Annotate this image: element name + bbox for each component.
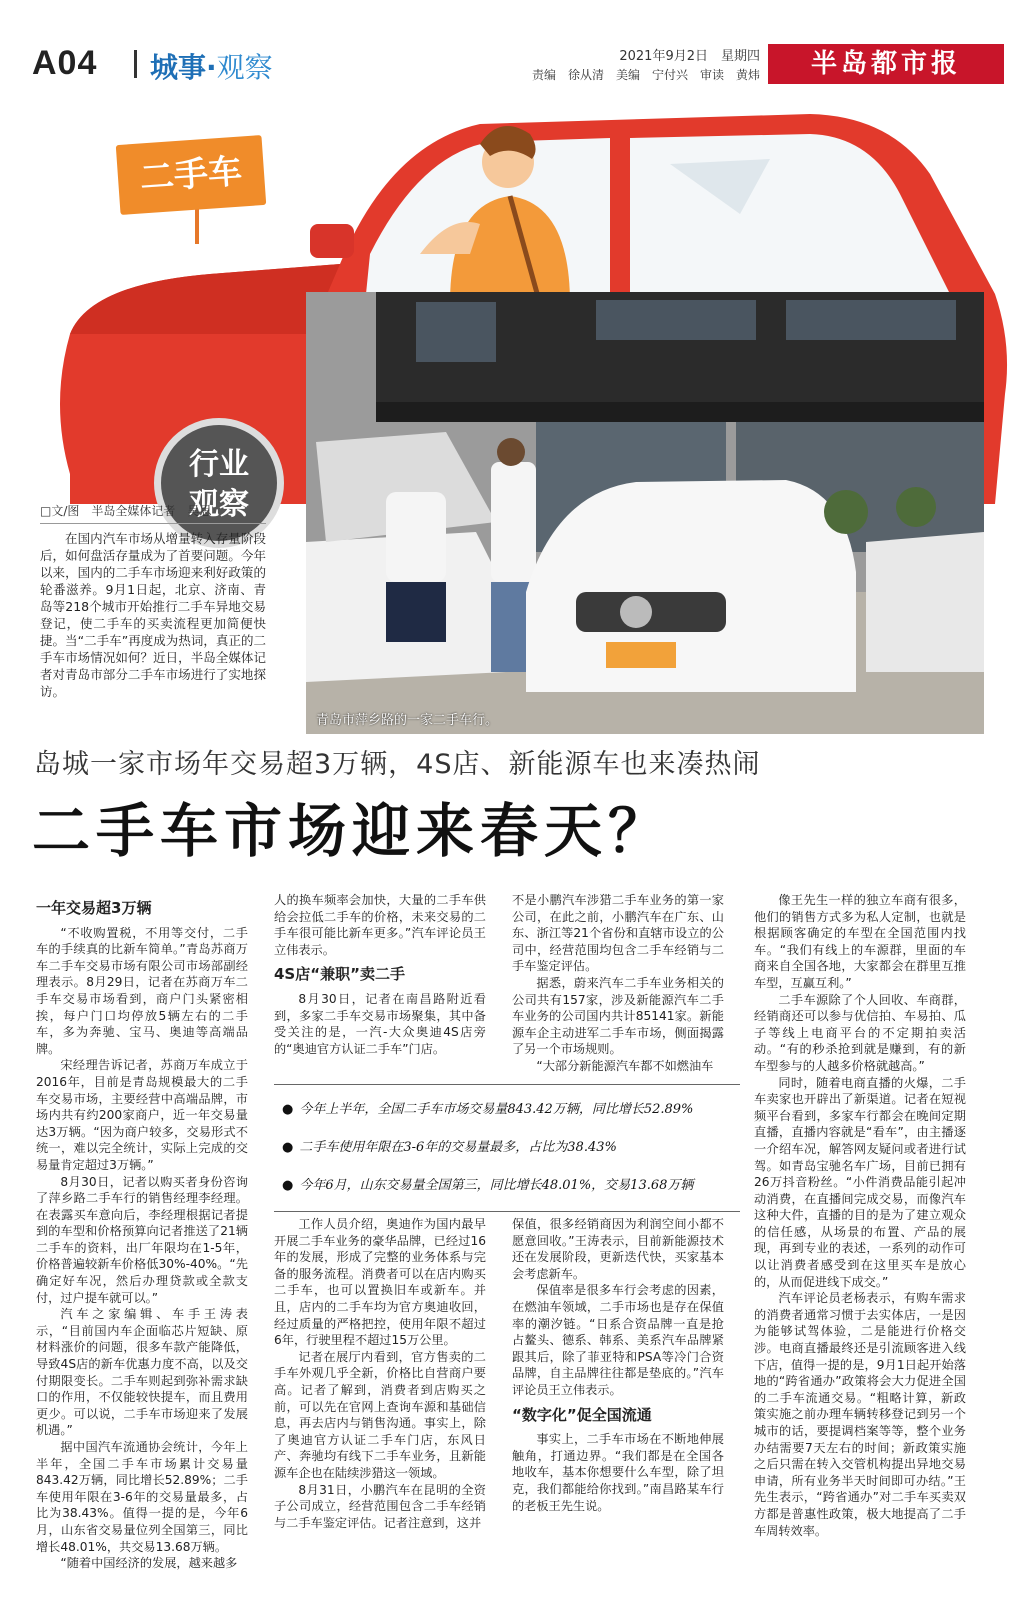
- subheading-1: 一年交易超3万辆: [36, 899, 152, 917]
- photo-caption: 青岛市萍乡路的一家二手车行。: [316, 713, 499, 728]
- paragraph: 8月30日，记者以购买者身份咨询了萍乡路二手车行的销售经理李经理。在表露买车意向后，李经理根据记者提到的车型和价格预算向记者推送了21辆二手车的资料，出厂年限均在1-5年，价格普遍较新车价格低30%-40%。“先确定好车况，然后办理贷款或全款支付，过户提车就可以。”: [36, 1174, 248, 1305]
- badge-line2: 观察: [189, 487, 249, 522]
- paragraph: 二手车源除了个人回收、车商群，经销商还可以参与优信拍、车易拍、瓜子等线上电商平台的不定期拍卖活动。“有的秒杀抢到就是赚到，有的新车型参与的人越多价格就越高。”: [754, 992, 966, 1073]
- paragraph: 人的换车频率会加快，大量的二手车供给会拉低二手车的价格，未来交易的二手车很可能比新车更多。”汽车评论员王立伟表示。: [274, 893, 486, 957]
- masthead: [32, 36, 1004, 92]
- page-number: A04: [32, 44, 98, 82]
- main-headline: 二手车市场迎来春天？: [32, 797, 673, 865]
- paragraph: 据中国汽车流通协会统计，今年上半年，全国二手车市场累计交易量843.42万辆，同比增长52.89%；二手车使用年限在3-6年的交易量最多，占比为38.43%。值得一提的是，今年6月，山东省交易量位列全国第三，同比增长48.01%，共交易13.68万辆。: [36, 1440, 248, 1554]
- stat-item: ● 今年6月，山东交易量全国第三，同比增长48.01%，交易13.68万辆: [282, 1167, 740, 1205]
- badge-line1: 行业: [189, 447, 249, 482]
- paragraph: “随着中国经济的发展，越来越多: [60, 1556, 238, 1571]
- paragraph: 据悉，蔚来汽车二手车业务相关的公司共有157家，涉及新能源汽车二手车业务的公司国内共计85141家。新能源车企主动进军二手车市场，侧面揭露了另一个市场规则。: [512, 975, 724, 1057]
- article-column-4: [754, 892, 966, 1592]
- used-car-tag: 二手车: [116, 135, 267, 215]
- paragraph: 宋经理告诉记者，苏商万车成立于2016年，目前是青岛规模最大的二手车交易市场，主要经营中高端品牌，市场内共有约200家商户，近一年交易量达3万辆。“因为商户较多，交易形式不统一，难以完全统计，实际上完成的交易量肯定超过3万辆。”: [36, 1058, 248, 1172]
- article-column-3-top: [512, 892, 724, 1078]
- paragraph: 保值率是很多车行会考虑的因素，在燃油车领域，二手市场也是存在保值率的潮汐链。“日系合资品牌一直是抢占鳌头、德系、韩系、美系汽车品牌紧跟其后，除了菲亚特和PSA等冷门合资品牌，自主品牌往往都是垫底的。”汽车评论员王立伟表示。: [512, 1283, 724, 1397]
- tag-stick: [195, 204, 199, 244]
- stat-item: ● 二手车使用年限在3-6年的交易量最多，占比为38.43%: [282, 1129, 740, 1167]
- paragraph: 不是小鹏汽车涉猎二手车业务的第一家公司，在此之前，小鹏汽车在广东、山东、浙江等21个省份和直辖市设立的公司中，经营范围均包含二手车经销与二手车鉴定评估。: [512, 893, 724, 974]
- paragraph: 记者在展厅内看到，官方售卖的二手车外观几乎全新，价格比自营商户要高。记者了解到，消费者到店购买之前，可以先在官网上查询车源和基础信息，再去店内与销售沟通。事实上，除了奥迪官方认证二手车门店，东风日产、奔驰均有线下二手车业务，且新能源车企也在陆续涉猎这一领域。: [274, 1349, 486, 1480]
- paragraph: 保值，很多经销商因为利润空间小都不愿意回收。”王涛表示，目前新能源技术还在发展阶段，更新迭代快，买家基本会考虑新车。: [512, 1217, 724, 1281]
- article-column-1: [36, 892, 248, 1592]
- divider: [134, 50, 137, 78]
- article-column-2-bottom: [274, 1216, 486, 1596]
- newspaper-logo: 半岛都市报: [768, 44, 1004, 84]
- paragraph: “不收购置税，不用等交付，二手车的手续真的比新车简单。”青岛苏商万车二手车交易市场有限公司市场部副经理表示。8月29日，记者在苏商万车二手车交易市场看到，商户门头紧密相挨，每户门口均停放5辆左右的二手车，多为奔驰、宝马、奥迪等高端品牌。: [36, 925, 248, 1056]
- subheading-2: 4S店“兼职”卖二手: [274, 965, 405, 984]
- subheading-3: “数字化”促全国流通: [512, 1405, 652, 1424]
- market-photo: [306, 292, 984, 734]
- paragraph: 8月30日，记者在南昌路附近看到，多家二手车交易市场聚集，其中备受关注的是，一汽-大众奥迪4S店旁的“奥迪官方认证二手车”门店。: [274, 991, 486, 1056]
- paragraph: 汽车之家编辑、车手王涛表示，“目前国内车企面临芯片短缺、原材料涨价的问题，很多车款产能降低，导致4S店的新车优惠力度不高，以及交付期限变长。二手车则起到弥补需求缺口的作用，不仅能较快提车，而且费用更少。可以说，二手车市场迎来了发展机遇。”: [36, 1307, 248, 1438]
- paragraph: 事实上，二手车市场在不断地伸展触角，打通边界。“我们都是在全国各地收车，基本你想要什么车型，除了坦克，我们都能给你找到。”南昌路某车行的老板王先生说。: [512, 1432, 724, 1513]
- paragraph: 汽车评论员老杨表示，有购车需求的消费者通常习惯于去实体店，一是因为能够试驾体验，二是能进行价格交涉。电商直播最终还是引流顾客进入线下店，值得一提的是，9月1日起开始落地的“跨省通办”政策将会大力促进全国的二手车流通交易。“粗略计算，新政策实施之前办理车辆转移登记到另一个城市的话，要提调档案等等，整个业务办结需要7天左右的时间；新政策实施之后只需在转入交管机构提出异地交易申请，所有业务半天时间即可办结。”王先生表示，“跨省通办”对二手车买卖双方都是普惠性政策，极大地提高了二手车周转效率。: [754, 1291, 966, 1538]
- article-column-2-top: [274, 892, 486, 1056]
- paragraph: 8月31日，小鹏汽车在昆明的全资子公司成立，经营范围包含二手车经销与二手车鉴定评估。记者注意到，这并: [274, 1482, 486, 1530]
- paragraph: 同时，随着电商直播的火爆，二手车卖家也开辟出了新渠道。记者在短视频平台看到，多家车行都会在晚间定期直播，直播内容就是“看车”，由主播逐一介绍车况，解答网友疑问或者进行试驾。如青岛宝驰名车广场，目前已拥有26万抖音粉丝。“小件消费品能引起冲动消费，在直播间完成交易，而像汽车这种大件，直播的目的是为了建立观众的信任感，从场景的布置、产品的展现，再到专业的表述，一系列的动作可以让消费者感受到在这里买车是放心的，从而促进线下成交。”: [754, 1075, 966, 1289]
- stat-item: ● 今年上半年，全国二手车市场交易量843.42万辆，同比增长52.89%: [282, 1091, 740, 1129]
- dateline: 2021年9月2日 星期四: [619, 49, 760, 64]
- showroom-photo-graphic: [306, 292, 984, 734]
- section-title: 城事·观察: [150, 51, 273, 84]
- section-name: 城事: [150, 51, 207, 84]
- paragraph: 工作人员介绍，奥迪作为国内最早开展二手车业务的豪华品牌，已经过16年的发展，形成了完整的业务体系与完备的服务流程。消费者可以在店内购买二手车，也可以置换旧车或新车。并且，店内的二手车均为官方奥迪收回，经过质量的严格把控，使用年限不超过6年，行驶里程不超过15万公里。: [274, 1217, 486, 1348]
- section-subname: 观察: [216, 51, 273, 84]
- stats-box: [274, 1084, 740, 1212]
- industry-watch-badge: [154, 418, 284, 548]
- paragraph: 像王先生一样的独立车商有很多，他们的销售方式多为私人定制，也就是根据顾客确定的车型在全国范围内找车。“我们有线上的车源群，里面的车商来自全国各地，大家都会在群里互推车型，互赢互利。”: [754, 893, 966, 990]
- kicker-headline: 岛城一家市场年交易超3万辆，4S店、新能源车也来凑热闹: [34, 749, 761, 780]
- byline: □文/图 半岛全媒体记者 吴思: [40, 502, 266, 524]
- editor-credits: 责编 徐从清 美编 宁付兴 审读 黄炜: [531, 68, 760, 82]
- lede-paragraph: 在国内汽车市场从增量转入存量阶段后，如何盘活存量成为了首要问题。今年以来，国内的二手车市场迎来利好政策的轮番滋养。9月1日起，北京、济南、青岛等218个城市开始推行二手车异地交易登记，使二手车的买卖流程更加简便快捷。当“二手车”再度成为热词，真正的二手车市场情况如何？近日，半岛全媒体记者对青岛市部分二手车市场进行了实地探访。: [40, 531, 266, 699]
- article-column-3-bottom: [512, 1216, 724, 1596]
- paragraph: “大部分新能源汽车都不如燃油车: [536, 1058, 714, 1073]
